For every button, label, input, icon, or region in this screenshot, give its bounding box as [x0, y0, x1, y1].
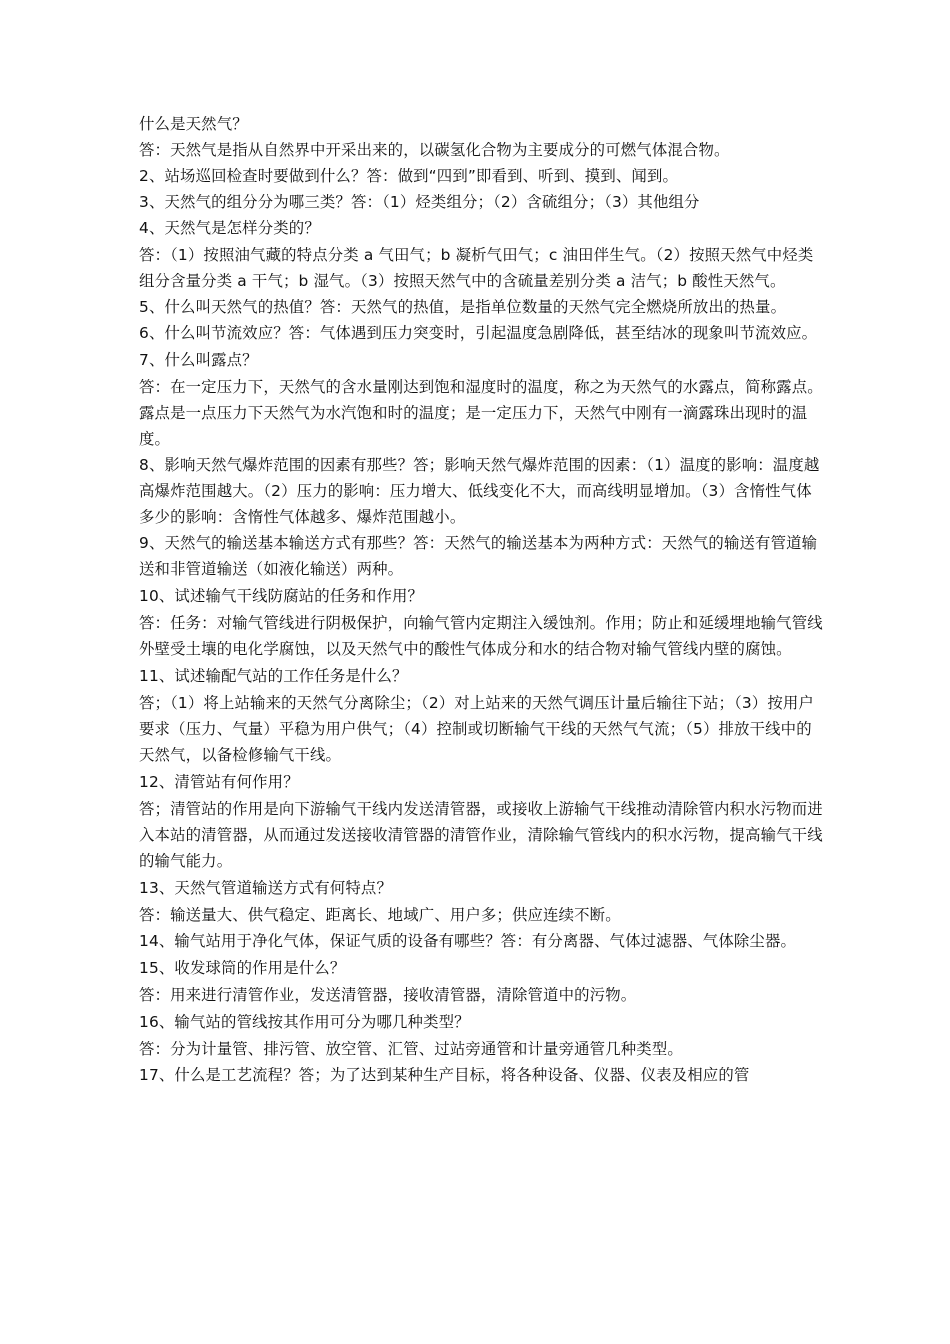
question-17: 17、什么是工艺流程？答；为了达到某种生产目标，将各种设备、仪器、仪表及相应的管 — [139, 1066, 750, 1084]
answer-12: 答；清管站的作用是向下游输气干线内发送清管器，或接收上游输气干线推动清除管内积水污物而进入本站的清管器，从而通过发送接收清管器的清管作业，清除输气管线内的积水污物，提高输气干线的输气能力。 — [139, 800, 823, 870]
question-8: 8、影响天然气爆炸范围的因素有那些？答；影响天然气爆炸范围的因素：（1）温度的影响：温度越高爆炸范围越大。（2）压力的影响：压力增大、低线变化不大，而高线明显增加。（3）含惰性气体多少的影响：含惰性气体越多、爆炸范围越小。 — [139, 456, 820, 526]
question-7: 7、什么叫露点？ — [139, 351, 258, 369]
question-6: 6、什么叫节流效应？答：气体遇到压力突变时，引起温度急剧降低，甚至结冰的现象叫节流效应。 — [139, 324, 818, 342]
answer-4: 答：（1）按照油气藏的特点分类 a 气田气；b 凝析气田气；c 油田伴生气。（2）按照天然气中烃类组分含量分类 a 干气；b 湿气。（3）按照天然气中的含硫量差别分类 a 洁气；b 酸性天然气。 — [139, 246, 814, 290]
answer-15: 答：用来进行清管作业，发送清管器，接收清管器，清除管道中的污物。 — [139, 986, 637, 1004]
question-12: 12、清管站有何作用？ — [139, 773, 299, 791]
question-16: 16、输气站的管线按其作用可分为哪几种类型？ — [139, 1013, 470, 1031]
document-page — [139, 111, 823, 1088]
answer-1: 答：天然气是指从自然界中开采出来的，以碳氢化合物为主要成分的可燃气体混合物。 — [139, 141, 730, 159]
answer-10: 答：任务：对输气管线进行阴极保护，向输气管内定期注入缓蚀剂。作用；防止和延缓埋地输气管线外壁受土壤的电化学腐蚀，以及天然气中的酸性气体成分和水的结合物对输气管线内壁的腐蚀。 — [139, 614, 823, 658]
question-5: 5、什么叫天然气的热值？答：天然气的热值，是指单位数量的天然气完全燃烧所放出的热量。 — [139, 298, 787, 316]
question-2: 2、站场巡回检查时要做到什么？答：做到“四到”即看到、听到、摸到、闻到。 — [139, 167, 679, 185]
question-13: 13、天然气管道输送方式有何特点？ — [139, 879, 392, 897]
question-10: 10、试述输气干线防腐站的任务和作用？ — [139, 587, 424, 605]
question-11: 11、试述输配气站的工作任务是什么？ — [139, 667, 408, 685]
answer-13: 答：输送量大、供气稳定、距离长、地域广、用户多；供应连续不断。 — [139, 906, 621, 924]
question-3: 3、天然气的组分分为哪三类？答：（1）烃类组分；（2）含硫组分；（3）其他组分 — [139, 193, 700, 211]
question-4: 4、天然气是怎样分类的？ — [139, 219, 320, 237]
answer-16: 答：分为计量管、排污管、放空管、汇管、过站旁通管和计量旁通管几种类型。 — [139, 1040, 683, 1058]
question-9: 9、天然气的输送基本输送方式有那些？答：天然气的输送基本为两种方式：天然气的输送有管道输送和非管道输送（如液化输送）两种。 — [139, 534, 818, 578]
answer-7: 答：在一定压力下，天然气的含水量刚达到饱和湿度时的温度，称之为天然气的水露点，简称露点。露点是一点压力下天然气为水汽饱和时的温度；是一定压力下，天然气中刚有一滴露珠出现时的温度。 — [139, 378, 823, 448]
question-14: 14、输气站用于净化气体，保证气质的设备有哪些？答：有分离器、气体过滤器、气体除尘器。 — [139, 932, 797, 950]
answer-11: 答；（1）将上站输来的天然气分离除尘；（2）对上站来的天然气调压计量后输往下站；（3）按用户要求（压力、气量）平稳为用户供气；（4）控制或切断输气干线的天然气气流；（5）排放干线中的天然气，以备检修输气干线。 — [139, 694, 814, 764]
question-heading-1: 什么是天然气？ — [139, 115, 248, 133]
question-15: 15、收发球筒的作用是什么？ — [139, 959, 346, 977]
